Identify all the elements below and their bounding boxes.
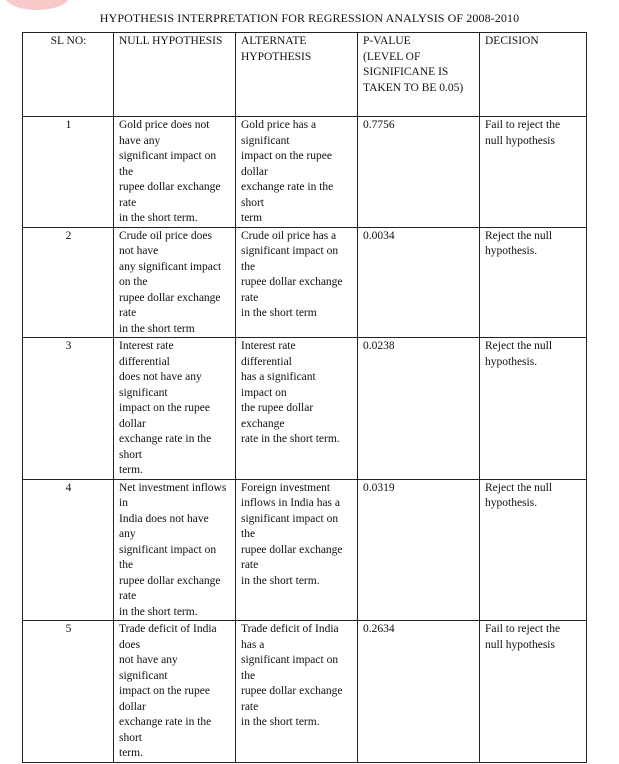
text-line: rupee dollar exchange bbox=[119, 574, 221, 587]
table-row bbox=[23, 621, 587, 763]
header-null-hypothesis: NULL HYPOTHESIS bbox=[114, 33, 236, 117]
text-line: Gold price does not bbox=[119, 119, 210, 131]
header-pvalue-line: (LEVEL OF bbox=[363, 50, 421, 63]
cell-decision bbox=[480, 621, 587, 763]
cell-p-value: 0.7756 bbox=[358, 117, 480, 228]
text-line: the bbox=[119, 559, 134, 571]
text-line: Foreign investment bbox=[241, 481, 331, 494]
text-line: inflows in India has a bbox=[241, 497, 341, 509]
text-line: differential bbox=[241, 355, 292, 368]
text-line: significant impact on bbox=[241, 245, 339, 257]
text-line: exchange rate in the bbox=[241, 181, 334, 193]
text-line: significant bbox=[119, 386, 168, 399]
text-line: significant impact on bbox=[241, 654, 339, 666]
text-line: India does not have bbox=[119, 512, 209, 525]
text-line: Trade deficit of India bbox=[241, 623, 339, 635]
text-line: rate bbox=[119, 590, 137, 602]
cell-sl: 4 bbox=[23, 479, 114, 621]
text-line: Fail to reject the bbox=[485, 119, 561, 131]
header-alt-line: HYPOTHESIS bbox=[241, 50, 312, 63]
table-row bbox=[23, 227, 587, 338]
header-pvalue-line: SIGNIFICANE IS bbox=[363, 66, 449, 78]
cell-alternate-hypothesis bbox=[236, 338, 358, 480]
cell-sl: 5 bbox=[23, 621, 114, 763]
text-line: impact on the rupee bbox=[241, 150, 333, 162]
text-line: has a bbox=[241, 638, 265, 651]
text-line: any significant impact bbox=[119, 260, 222, 273]
text-line: null hypothesis bbox=[485, 638, 555, 651]
text-line: the bbox=[241, 528, 256, 540]
cell-p-value: 0.2634 bbox=[358, 621, 480, 763]
cell-p-value: 0.0319 bbox=[358, 479, 480, 621]
text-line: the bbox=[119, 165, 134, 178]
text-line: term. bbox=[119, 464, 143, 476]
cell-p-value: 0.0034 bbox=[358, 227, 480, 338]
text-line: term bbox=[241, 212, 263, 224]
pink-highlight-blob bbox=[4, 0, 70, 10]
text-line: exchange rate in the bbox=[119, 716, 212, 728]
text-line: Reject the null bbox=[485, 481, 553, 494]
header-pvalue-line: P-VALUE bbox=[363, 35, 411, 47]
text-line: dollar bbox=[241, 165, 268, 178]
text-line: hypothesis. bbox=[485, 497, 538, 509]
text-line: short bbox=[119, 448, 142, 461]
text-line: Trade deficit of India bbox=[119, 623, 217, 635]
text-line: significant bbox=[241, 134, 290, 147]
table-row bbox=[23, 338, 587, 480]
text-line: rupee dollar exchange bbox=[119, 181, 221, 193]
text-line: on the bbox=[119, 276, 148, 288]
text-line: in the short term. bbox=[241, 574, 320, 587]
text-line: not have bbox=[119, 245, 159, 257]
cell-sl: 1 bbox=[23, 117, 114, 228]
header-decision: DECISION bbox=[480, 33, 587, 117]
text-line: rate bbox=[241, 700, 259, 713]
cell-null-hypothesis bbox=[114, 338, 236, 480]
text-line: any bbox=[119, 528, 136, 540]
text-line: impact on the rupee bbox=[119, 402, 211, 414]
text-line: in the short term bbox=[241, 307, 317, 319]
text-line: has a significant bbox=[241, 371, 316, 383]
text-line: rupee dollar exchange bbox=[119, 291, 221, 304]
cell-decision bbox=[480, 338, 587, 480]
text-line: exchange bbox=[241, 417, 285, 430]
text-line: null hypothesis bbox=[485, 134, 555, 147]
header-alt-line: ALTERNATE bbox=[241, 35, 307, 47]
text-line: dollar bbox=[119, 700, 146, 713]
cell-null-hypothesis bbox=[114, 117, 236, 228]
hypothesis-table bbox=[22, 32, 587, 763]
text-line: Crude oil price does bbox=[119, 229, 212, 242]
text-line: Crude oil price has a bbox=[241, 229, 337, 242]
text-line: hypothesis. bbox=[485, 355, 538, 368]
text-line: significant impact on bbox=[119, 150, 217, 162]
text-line: Fail to reject the bbox=[485, 623, 561, 635]
header-p-value bbox=[358, 33, 480, 117]
text-line: short bbox=[241, 196, 264, 209]
text-line: the bbox=[241, 260, 256, 273]
text-line: short bbox=[119, 731, 142, 744]
text-line: rate bbox=[119, 196, 137, 209]
text-line: rupee dollar exchange bbox=[241, 685, 343, 697]
cell-decision bbox=[480, 479, 587, 621]
text-line: term. bbox=[119, 747, 143, 759]
text-line: rate bbox=[119, 307, 137, 319]
text-line: rupee dollar exchange bbox=[241, 543, 343, 556]
cell-null-hypothesis bbox=[114, 479, 236, 621]
text-line: Interest rate bbox=[241, 340, 296, 352]
text-line: the bbox=[241, 669, 256, 682]
text-line: significant bbox=[119, 669, 168, 682]
text-line: have any bbox=[119, 134, 161, 147]
text-line: does not have any bbox=[119, 371, 202, 383]
text-line: does bbox=[119, 638, 141, 651]
text-line: impact on bbox=[241, 386, 287, 399]
header-pvalue-line: TAKEN TO BE 0.05) bbox=[363, 81, 464, 94]
text-line: differential bbox=[119, 355, 170, 368]
text-line: rate in the short term. bbox=[241, 433, 340, 445]
header-sl: SL NO: bbox=[23, 33, 114, 117]
text-line: Gold price has a bbox=[241, 119, 317, 131]
cell-null-hypothesis bbox=[114, 227, 236, 338]
cell-p-value: 0.0238 bbox=[358, 338, 480, 480]
table-row bbox=[23, 479, 587, 621]
header-row bbox=[23, 33, 587, 117]
cell-null-hypothesis bbox=[114, 621, 236, 763]
cell-alternate-hypothesis bbox=[236, 117, 358, 228]
text-line: Reject the null bbox=[485, 229, 553, 242]
text-line: in the short term. bbox=[119, 605, 198, 618]
cell-alternate-hypothesis bbox=[236, 479, 358, 621]
cell-alternate-hypothesis bbox=[236, 227, 358, 338]
text-line: significant impact on bbox=[241, 512, 339, 525]
cell-sl: 3 bbox=[23, 338, 114, 480]
text-line: in the short term. bbox=[119, 212, 198, 224]
cell-decision bbox=[480, 117, 587, 228]
text-line: impact on the rupee bbox=[119, 685, 211, 697]
text-line: rupee dollar exchange bbox=[241, 276, 343, 288]
text-line: hypothesis. bbox=[485, 245, 538, 257]
text-line: in bbox=[119, 497, 128, 509]
text-line: in the short term bbox=[119, 322, 195, 335]
cell-decision bbox=[480, 227, 587, 338]
text-line: rate bbox=[241, 291, 259, 304]
cell-sl: 2 bbox=[23, 227, 114, 338]
text-line: dollar bbox=[119, 417, 146, 430]
cell-alternate-hypothesis bbox=[236, 621, 358, 763]
header-alternate-hypothesis bbox=[236, 33, 358, 117]
text-line: rate bbox=[241, 559, 259, 571]
text-line: significant impact on bbox=[119, 543, 217, 556]
table-row bbox=[23, 117, 587, 228]
document-title: HYPOTHESIS INTERPRETATION FOR REGRESSION ANALYSIS OF 2008-2010 bbox=[99, 11, 520, 25]
text-line: Net investment inflows bbox=[119, 481, 227, 494]
text-line: in the short term. bbox=[241, 716, 320, 728]
text-line: Reject the null bbox=[485, 340, 553, 352]
text-line: the rupee dollar bbox=[241, 402, 314, 414]
text-line: Interest rate bbox=[119, 340, 174, 352]
text-line: exchange rate in the bbox=[119, 433, 212, 445]
text-line: not have any bbox=[119, 654, 178, 666]
